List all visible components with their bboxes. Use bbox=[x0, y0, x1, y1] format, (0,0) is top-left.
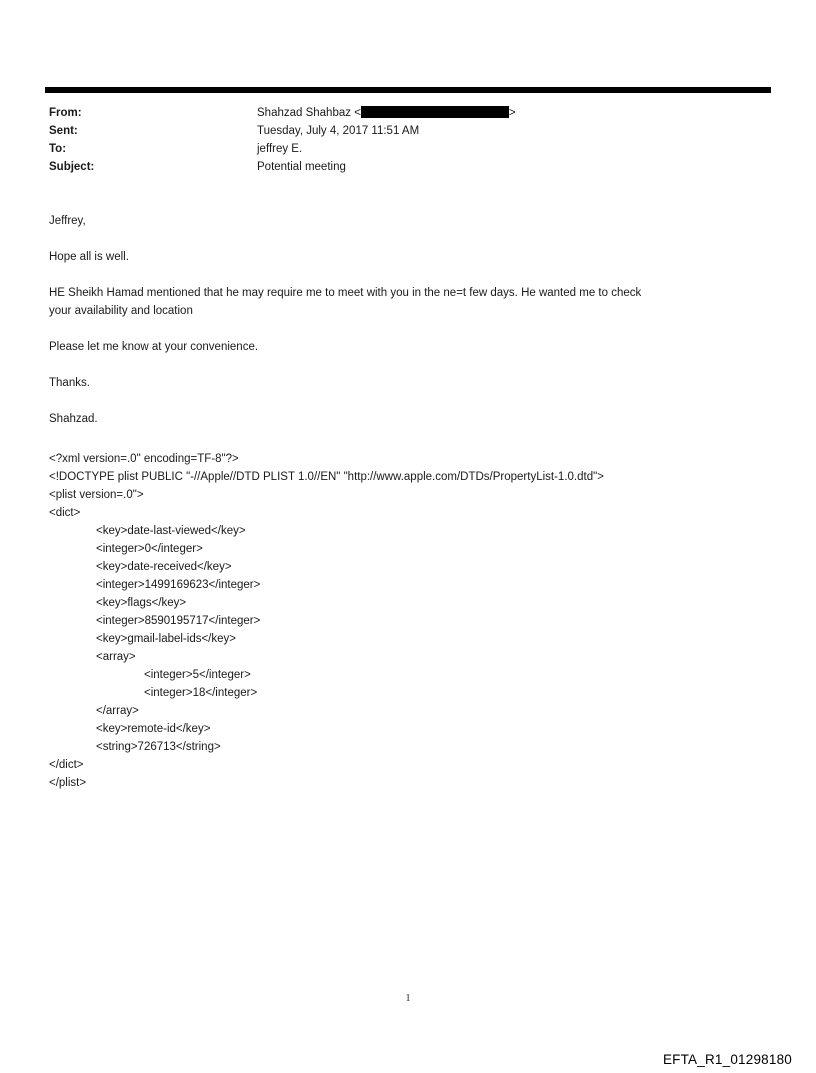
top-separator-bar bbox=[45, 87, 771, 93]
body-line: Please let me know at your convenience. bbox=[49, 341, 259, 353]
header-field-value: jeffrey E. bbox=[257, 143, 303, 155]
email-body bbox=[49, 212, 779, 428]
plist-line: <string>726713</string> bbox=[96, 741, 221, 753]
body-line: your availability and location bbox=[49, 305, 193, 317]
body-line: Jeffrey, bbox=[49, 215, 86, 227]
body-line: Hope all is well. bbox=[49, 251, 129, 263]
bates-number: EFTA_R1_01298180 bbox=[662, 1052, 792, 1067]
plist-line: <key>gmail-label-ids</key> bbox=[96, 633, 236, 645]
page-number: 1 bbox=[405, 992, 411, 1004]
body-line: HE Sheikh Hamad mentioned that he may require me to meet with you in the ne=t few days. He wanted me to check bbox=[49, 287, 642, 299]
plist-line: </dict> bbox=[49, 759, 84, 771]
header-field-label: Subject: bbox=[49, 161, 95, 173]
header-field-row bbox=[49, 140, 769, 158]
plist-line: <!DOCTYPE plist PUBLIC "-//Apple//DTD PLIST 1.0//EN" "http://www.apple.com/DTDs/PropertyList-1.0.dtd"> bbox=[49, 471, 604, 483]
header-field-label: To: bbox=[49, 143, 67, 155]
plist-line: <array> bbox=[96, 651, 136, 663]
plist-line: <?xml version=.0" encoding=TF-8"?> bbox=[49, 453, 239, 465]
plist-line: <integer>8590195717</integer> bbox=[96, 615, 261, 627]
header-field-row bbox=[49, 122, 769, 140]
plist-line: <integer>5</integer> bbox=[144, 669, 251, 681]
header-field-row bbox=[49, 104, 769, 122]
body-line: Shahzad. bbox=[49, 413, 98, 425]
header-field-value: Tuesday, July 4, 2017 11:51 AM bbox=[257, 125, 420, 137]
body-line bbox=[49, 230, 779, 248]
body-line bbox=[49, 266, 779, 284]
plist-line: </plist> bbox=[49, 777, 87, 789]
plist-line: <integer>0</integer> bbox=[96, 543, 203, 555]
plist-line: <key>date-last-viewed</key> bbox=[96, 525, 246, 537]
header-field-value: Shahzad Shahbaz < > bbox=[257, 107, 516, 119]
header-field-row bbox=[49, 158, 769, 176]
plist-xml-block bbox=[49, 450, 779, 792]
plist-line: <key>remote-id</key> bbox=[96, 723, 211, 735]
plist-line: <key>flags</key> bbox=[96, 597, 187, 609]
plist-line: <dict> bbox=[49, 507, 81, 519]
body-line bbox=[49, 392, 779, 410]
plist-line: <key>date-received</key> bbox=[96, 561, 232, 573]
header-field-value: Potential meeting bbox=[257, 161, 346, 173]
email-header bbox=[49, 104, 769, 176]
plist-line: <integer>18</integer> bbox=[144, 687, 258, 699]
body-line bbox=[49, 320, 779, 338]
redaction-box bbox=[361, 106, 509, 118]
plist-line: <plist version=.0"> bbox=[49, 489, 144, 501]
plist-line: <integer>1499169623</integer> bbox=[96, 579, 261, 591]
body-line bbox=[49, 356, 779, 374]
header-field-label: From: bbox=[49, 107, 82, 119]
body-line: Thanks. bbox=[49, 377, 90, 389]
header-field-label: Sent: bbox=[49, 125, 78, 137]
plist-line: </array> bbox=[96, 705, 139, 717]
